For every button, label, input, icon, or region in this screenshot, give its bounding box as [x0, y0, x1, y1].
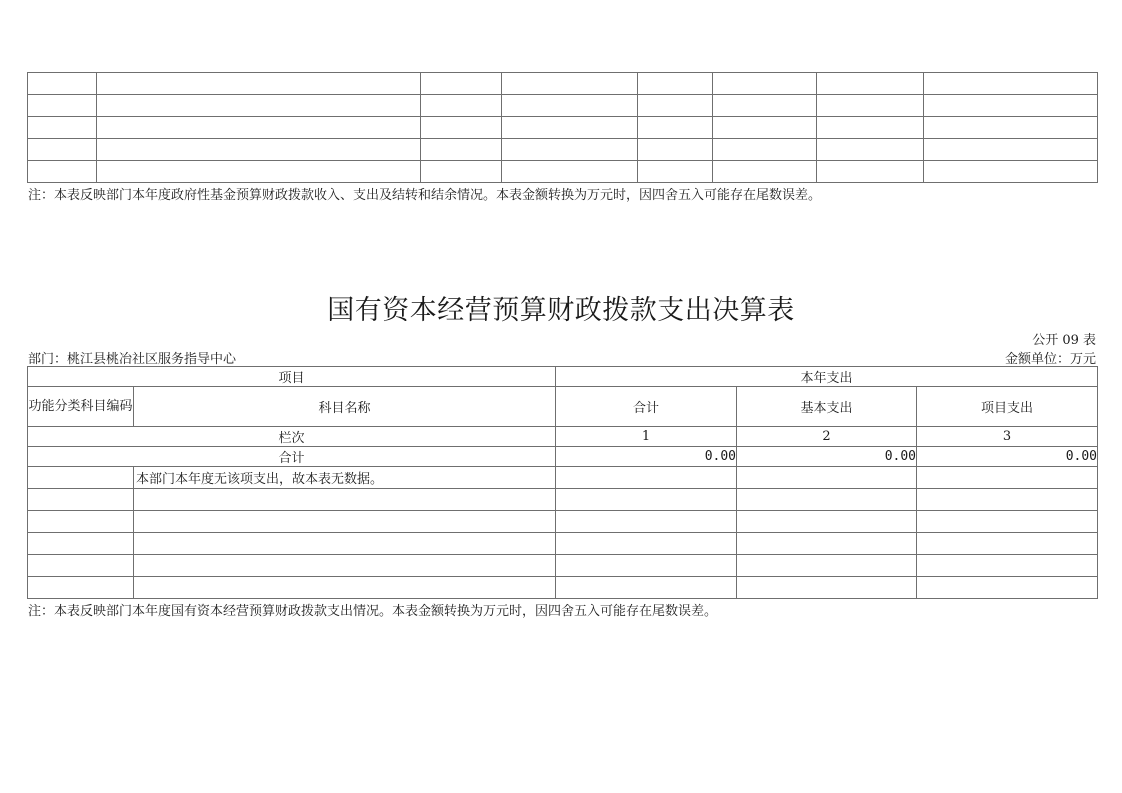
top-table-row [28, 161, 1098, 183]
column-index-label: 栏次 [28, 427, 556, 447]
column-index-3: 3 [917, 427, 1098, 447]
report-note: 注：本表反映部门本年度国有资本经营预算财政拨款支出情况。本表金额转换为万元时，因四舍五入可能存在尾数误差。 [28, 604, 718, 619]
header-row-2 [28, 387, 1098, 427]
top-table-note: 注：本表反映部门本年度政府性基金预算财政拨款收入、支出及结转和结余情况。本表金额转换为万元时，因四舍五入可能存在尾数误差。 [28, 188, 822, 203]
top-table-row [28, 95, 1098, 117]
header-row-1 [28, 367, 1098, 387]
no-data-message: 本部门本年度无该项支出，故本表无数据。 [134, 467, 556, 489]
form-code: 公开 09 表 [1032, 333, 1096, 348]
total-row [28, 447, 1098, 467]
total-row-total: 0.00 [556, 447, 737, 467]
column-index-row [28, 427, 1098, 447]
table-row [28, 555, 1098, 577]
table-row [28, 577, 1098, 599]
header-basic: 基本支出 [737, 387, 917, 427]
table-row [28, 511, 1098, 533]
top-table-row [28, 73, 1098, 95]
expense-table [27, 366, 1098, 599]
amount-unit: 金额单位：万元 [1004, 352, 1096, 367]
header-project: 项目 [28, 367, 556, 387]
header-total: 合计 [556, 387, 737, 427]
header-name: 科目名称 [134, 387, 556, 427]
table-row [28, 467, 1098, 489]
column-index-2: 2 [737, 427, 917, 447]
total-row-project: 0.00 [917, 447, 1098, 467]
column-index-1: 1 [556, 427, 737, 447]
top-table-row [28, 139, 1098, 161]
department-label: 部门：桃江县桃冶社区服务指导中心 [28, 352, 237, 367]
header-project-expense: 项目支出 [917, 387, 1098, 427]
table-row [28, 489, 1098, 511]
report-title: 国有资本经营预算财政拨款支出决算表 [327, 295, 795, 326]
header-current-year-expense: 本年支出 [556, 367, 1098, 387]
total-row-basic: 0.00 [737, 447, 917, 467]
top-table-row [28, 117, 1098, 139]
top-table [27, 72, 1098, 183]
table-row [28, 533, 1098, 555]
total-row-label: 合计 [28, 447, 556, 467]
header-code: 功能分类科目编码 [28, 387, 134, 427]
